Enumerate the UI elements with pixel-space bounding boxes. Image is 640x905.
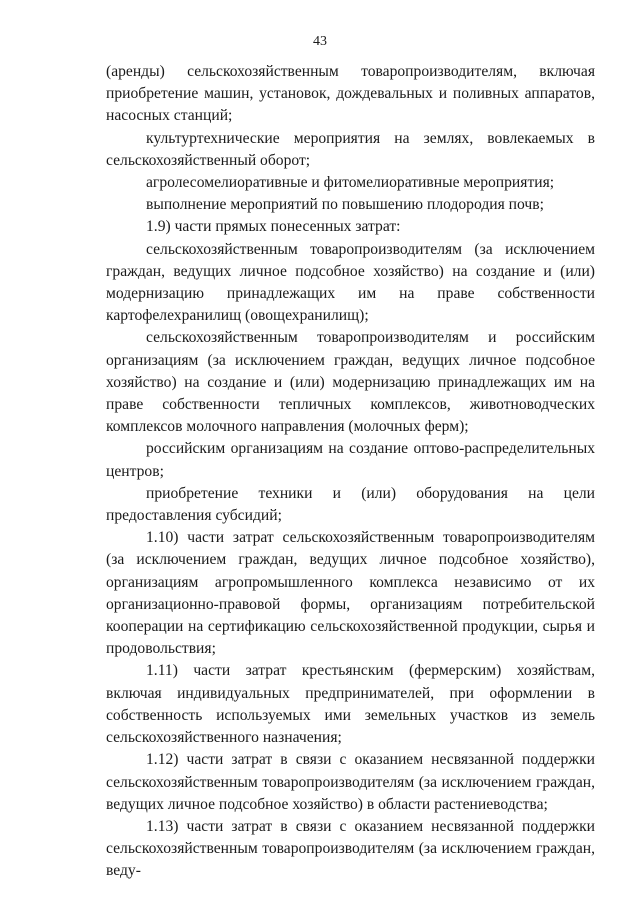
- paragraph: российским организациям на создание оптово-распределительных центров;: [106, 440, 595, 480]
- paragraph: 1.12) части затрат в связи с оказанием несвязанной поддержки сельскохозяйственным товаропроизводителям (за исключением граждан, ведущих личное подсобное хозяйство) в области растениеводства;: [106, 751, 595, 813]
- paragraph: сельскохозяйственным товаропроизводителям и российским организациям (за исключением граждан, ведущих личное подсобное хозяйство) на создание и (или) модернизацию принадлежащих им на праве собственности тепличных комплексов, животноводческих комплексов молочного направления (молочных ферм);: [106, 329, 595, 436]
- document-body: [106, 61, 595, 883]
- paragraph: сельскохозяйственным товаропроизводителям (за исключением граждан, ведущих личное подсобное хозяйство) на создание и (или) модернизацию принадлежащих им на праве собственности картофелехранилищ (овощехранилищ);: [106, 240, 595, 325]
- paragraph: приобретение техники и (или) оборудования на цели предоставления субсидий;: [106, 484, 595, 525]
- paragraph: выполнение мероприятий по повышению плодородия почв;: [146, 196, 544, 214]
- paragraph: 1.9) части прямых понесенных затрат:: [146, 218, 401, 236]
- paragraph: агролесомелиоративные и фитомелиоративные мероприятия;: [146, 174, 555, 192]
- paragraph: культуртехнические мероприятия на землях, вовлекаемых в сельскохозяйственный оборот;: [106, 129, 595, 169]
- page-number: 43: [313, 34, 327, 49]
- paragraph: 1.11) части затрат крестьянским (фермерским) хозяйствам, включая индивидуальных предпринимателей, при оформлении в собственность используемых ими земельных участков из земель сельскохозяйственного назначения;: [106, 662, 595, 747]
- paragraph: 1.10) части затрат сельскохозяйственным товаропроизводителям (за исключением граждан, ведущих личное подсобное хозяйство), организациям агропромышленного комплекса независимо от их организационно-правовой формы, организациям потребительской кооперации на сертификацию сельскохозяйственной продукции, сырья и продовольствия;: [106, 529, 595, 658]
- paragraph: 1.13) части затрат в связи с оказанием несвязанной поддержки сельскохозяйственным товаропроизводителям (за исключением граждан, веду-: [106, 817, 595, 880]
- paragraph: (аренды) сельскохозяйственным товаропроизводителям, включая приобретение машин, установок, дождевальных и поливных аппаратов, насосных станций;: [106, 63, 595, 125]
